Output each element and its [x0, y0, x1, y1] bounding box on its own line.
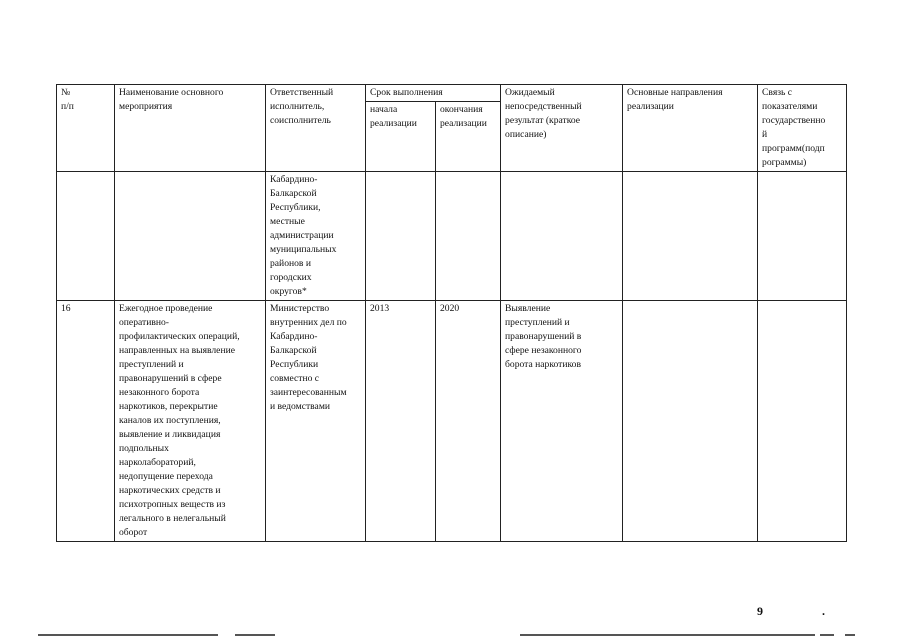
cell-link [758, 172, 847, 301]
cell-end: 2020 [436, 301, 501, 542]
cell-expected-result [501, 172, 623, 301]
program-activities-table [56, 84, 847, 542]
scan-artifact-line [38, 634, 218, 636]
header-num: № п/п [57, 85, 115, 172]
header-row [57, 85, 847, 102]
header-period-start: начала реализации [366, 102, 436, 172]
table-row [57, 301, 847, 542]
cell-num: 16 [57, 301, 115, 542]
scan-artifact-line [820, 634, 834, 636]
cell-main-directions [623, 172, 758, 301]
header-period-end: окончания реализации [436, 102, 501, 172]
cell-name [115, 172, 266, 301]
cell-end [436, 172, 501, 301]
cell-responsible: Министерство внутренних дел по Кабардино- Балкарской Республики совместно с заинтересованным и ведомствами [266, 301, 366, 542]
cell-expected-result: Выявление преступлений и правонарушений в сфере незаконного борота наркотиков [501, 301, 623, 542]
cell-name: Ежегодное проведение оперативно- профилактических операций, направленных на выявление преступлений и правонарушений в сфере незаконного борота наркотиков, перекрытие каналов их поступления, выявление и ликвидация подпольных нарколабораторий, недопущение перехода наркотических средств и психотропных веществ из легального в нелегальный оборот [115, 301, 266, 542]
table-row [57, 172, 847, 301]
cell-start [366, 172, 436, 301]
header-main-directions: Основные направления реализации [623, 85, 758, 172]
header-expected-result: Ожидаемый непосредственный результат (краткое описание) [501, 85, 623, 172]
scan-edge-artifacts [0, 630, 905, 640]
cell-responsible: Кабардино- Балкарской Республики, местные администрации муниципальных районов и городских округов* [266, 172, 366, 301]
header-link: Связь с показателями государственно й программ(подп рограммы) [758, 85, 847, 172]
scan-artifact-line [235, 634, 275, 636]
header-period: Срок выполнения [366, 85, 501, 102]
cell-link [758, 301, 847, 542]
cell-main-directions [623, 301, 758, 542]
scan-artifact-line [845, 634, 855, 636]
header-name: Наименование основного мероприятия [115, 85, 266, 172]
header-responsible: Ответственный исполнитель, соисполнитель [266, 85, 366, 172]
page-number: 9 . [757, 604, 853, 618]
cell-num [57, 172, 115, 301]
cell-start: 2013 [366, 301, 436, 542]
scan-artifact-line [520, 634, 815, 636]
